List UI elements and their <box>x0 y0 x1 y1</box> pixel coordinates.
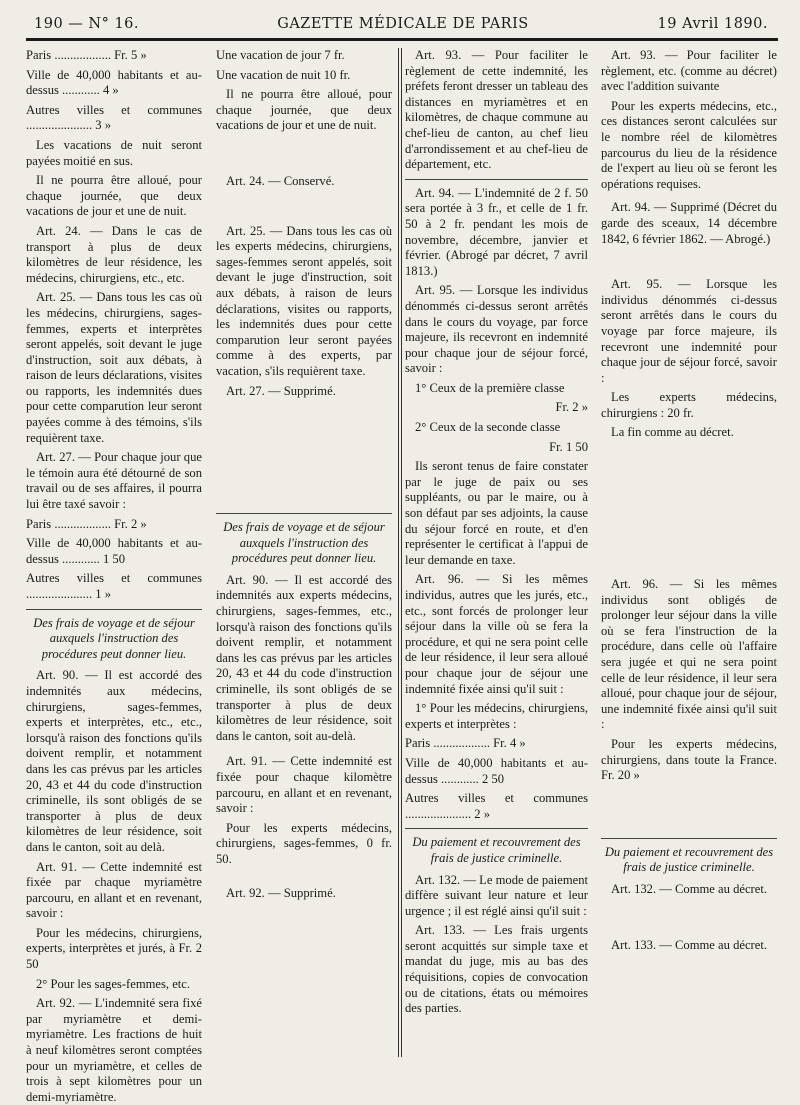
fee-line: Paris .................. Fr. 5 » <box>26 48 147 62</box>
column-divider <box>398 48 399 1057</box>
issue-date: 19 Avril 1890. <box>657 16 768 32</box>
journal-title: GAZETTE MÉDICALE DE PARIS <box>277 16 529 32</box>
article-25: Art. 25. — Dans tous les cas où les médecins, chirurgiens, sages-femmes, experts et interprètes seront appelés, soit devant le juge d'instruction, soit aux débats, à raison de leurs déclarations, visites ou rapports, les indemnités dues pour cette comparution leur seront payées comme à des témoins, s'ils requièrent taxe. <box>26 290 202 445</box>
fee-line: Autres villes et communes ..................... 3 » <box>26 102 202 133</box>
fee-line: Paris .................. Fr. 2 » <box>26 516 147 531</box>
article-91: Art. 91. — Cette indemnité est fixée par chaque myriamètre parcouru, en allant et en revenant, savoir : <box>26 859 202 921</box>
article-27: Art. 27. — Pour chaque jour que le témoin aura été détourné de son travail ou de ses affaires, il pourra lui être taxé savoir : <box>26 450 202 512</box>
fee-line: Ville de 40,000 habitants et au-dessus ............ 2 50 <box>405 755 588 786</box>
paragraph: Pour les experts médecins, etc., ces distances seront calculées sur le nombre réel de kilomètres parcourus du lieu de la résidence de l'expert au lieu où se feront les opérations requises. <box>601 98 777 191</box>
header-rule <box>26 38 778 41</box>
article-95: Art. 95. — Lorsque les individus dénommés ci-dessus seront arrêtés dans le cours du voyage par force majeure, ils recevront une indemnité pour chaque jour de séjour forcé, savoir : <box>601 277 777 385</box>
paragraph: Pour les experts médecins, chirurgiens, sages-femmes, 0 fr. 50. <box>216 820 392 866</box>
article-132: Art. 132. — Comme au décret. <box>611 881 767 896</box>
article-93: Art. 93. — Pour faciliter le règlement de cette indemnité, les préfets feront dresser un tableau des distances en myriamètres et en kilomètres, de chaque commune au chef-lieu de canton, au chef lieu d'arrondissement et au chef-lieu de département, etc. <box>405 48 588 172</box>
article-96: Art. 96. — Si les mêmes individus sont obligés de prolonger leur séjour dans la ville où se fera l'instruction de la procédure, dans celle où l'affaire sera jugée et qui ne sera point celle de leur résidence, il leur sera alloué, pour chaque jour de séjour, une indemnité fixée ainsi qu'il suit : <box>601 577 777 732</box>
paragraph: Pour les médecins, chirurgiens, experts, interprètes et jurés, à Fr. 2 50 <box>26 925 202 972</box>
article-133: Art. 133. — Comme au décret. <box>611 937 767 952</box>
page-number: 190 — N° 16. <box>34 16 140 32</box>
section-rule <box>26 609 202 610</box>
section-heading: Des frais de voyage et de séjour auxquels l'instruction des procédures peut donner lieu. <box>223 520 385 566</box>
article-93: Art. 93. — Pour faciliter le règlement, etc. (comme au décret) avec l'addition suivante <box>601 48 777 94</box>
article-95: Art. 95. — Lorsque les individus dénommés ci-dessus seront arrêtés dans le cours du voyage, par force majeure, ils recevront en indemnité pour chaque jour de séjour forcé, savoir : <box>405 283 588 376</box>
section-rule <box>216 513 392 514</box>
fee-line: Autres villes et communes ..................... 2 » <box>405 791 588 821</box>
section-heading: Du paiement et recouvrement des frais de justice criminelle. <box>412 835 581 865</box>
article-24: Art. 24. — Dans le cas de transport à plus de deux kilomètres de leur résidence, les médecins, chirurgiens, etc., etc. <box>26 223 202 285</box>
article-92: Art. 92. — Supprimé. <box>226 885 336 900</box>
paragraph: Les experts médecins, chirurgiens : 20 fr. <box>601 390 777 420</box>
section-heading: Du paiement et recouvrement des frais de justice criminelle. <box>604 844 774 875</box>
article-27: Art. 27. — Supprimé. <box>226 383 336 398</box>
class-line: 1° Ceux de la première classe <box>415 380 565 395</box>
article-90: Art. 90. — Il est accordé des indemnités aux experts médecins, chirurgiens, sages-femmes, etc., lorsqu'à raison des fonctions qu'ils doivent remplir, et notamment dans les cas prévus par les articles 20, 43 et 44 du code d'instruction criminelle, ils sont obligés de se transporter à plus de deux kilomètres de leur résidence, soit dans le canton, soit au-delà. <box>216 572 392 743</box>
paragraph: Il ne pourra être alloué, pour chaque journée, que deux vacations de jour et une de nuit. <box>216 87 392 133</box>
column-3 <box>405 48 588 1057</box>
section-rule <box>601 838 777 839</box>
article-91: Art. 91. — Cette indemnité est fixée pour chaque kilomètre parcouru, en allant et en revenant, savoir : <box>216 754 392 816</box>
article-25: Art. 25. — Dans tous les cas où les experts médecins, chirurgiens, sages-femmes seront appelés, soit devant le juge d'instruction, soit aux débats, à raison de leurs déclarations, visites ou rapports, les indemnités dues pour cette comparution leur seront payées comme à des experts, par vacation, s'ils requièrent taxe. <box>216 223 392 378</box>
paragraph: Pour les experts médecins, chirurgiens, dans toute la France. Fr. 20 » <box>601 737 777 783</box>
article-96: Art. 96. — Si les mêmes individus, autres que les jurés, etc., etc., sont forcés de prolonger leur séjour dans la ville où se fera la procédure, et qui ne sera point celle de leur résidence, il leur sera alloué pour chaque jour de séjour une indemnité fixée ainsi qu'il suit : <box>405 572 588 696</box>
paragraph: 1° Pour les médecins, chirurgiens, experts et interprètes : <box>405 701 588 731</box>
column-4 <box>601 48 777 1057</box>
article-24: Art. 24. — Conservé. <box>226 173 335 188</box>
column-2 <box>216 48 392 1057</box>
paragraph: Il ne pourra être alloué, pour chaque journée, que deux vacations de jour et une de nuit. <box>26 173 202 219</box>
section-rule <box>405 179 588 180</box>
column-1 <box>26 48 202 1104</box>
section-heading: Des frais de voyage et de séjour auxquels l'instruction des procédures peut donner lieu. <box>33 615 195 661</box>
paragraph: La fin comme au décret. <box>611 425 734 440</box>
fee-line: Autres villes et communes ..................... 1 » <box>26 571 202 601</box>
article-132: Art. 132. — Le mode de paiement diffère suivant leur nature et leur urgence ; il est réglé ainsi qu'il suit : <box>405 872 588 918</box>
article-94: Art. 94. — L'indemnité de 2 f. 50 sera portée à 3 fr., et celle de 1 fr. 50 à 2 fr. pendant les mois de novembre, décembre, janvier et février. (Abrogé par décret, 7 avril 1813.) <box>405 185 588 278</box>
paragraph: Ils seront tenus de faire constater par le juge de paix ou ses suppléants, ou par le maire, ou à son défaut par ses adjoints, la cause du séjour forcé en route, et d'en représenter le certificat à l'appui de leur demande en taxe. <box>405 459 588 567</box>
article-92: Art. 92. — L'indemnité sera fixé par myriamètre et demi-myriamètre. Les fractions de huit à neuf kilomètres seront comptées pour un myriamètre, et celles de trois à sept kilomètres pour un demi-myriamètre. <box>26 996 202 1104</box>
section-rule <box>405 828 588 829</box>
column-divider <box>401 48 402 1057</box>
class-line: 2° Ceux de la seconde classe <box>415 420 561 435</box>
fee-line: Une vacation de jour 7 fr. <box>216 48 345 62</box>
article-94: Art. 94. — Supprimé (Décret du garde des sceaux, 14 décembre 1842, 6 février 1862. — Abrogé.) <box>601 200 777 246</box>
class-fee: Fr. 2 » <box>555 400 588 415</box>
fee-line: Ville de 40,000 habitants et au-dessus ............ 1 50 <box>26 536 202 566</box>
page-header <box>28 10 778 38</box>
paragraph: 2° Pour les sages-femmes, etc. <box>36 976 191 991</box>
article-133: Art. 133. — Les frais urgents seront acquittés sur simple taxe et mandat du juge, mis au bas des réquisitions, copies de convocation ou de citations, états ou mémoires des parties. <box>405 923 588 1016</box>
class-fee: Fr. 1 50 <box>549 439 588 454</box>
fee-line: Une vacation de nuit 10 fr. <box>216 67 351 82</box>
article-90: Art. 90. — Il est accordé des indemnités aux médecins, chirurgiens, sages-femmes, experts et interprètes, etc., etc., lorsqu'à raison des fonctions qu'ils doivent remplir, et notamment dans les cas prévus par les articles 20, 43 et 44 du code d'instruction criminelle, ils sont obligés de se transporter à plus de deux kilomètres de leur résidence, soit dans le canton, soit au delà. <box>26 668 202 854</box>
fee-line: Paris .................. Fr. 4 » <box>405 736 526 751</box>
fee-line: Ville de 40,000 habitants et au-dessus ............ 4 » <box>26 67 202 98</box>
paragraph: Les vacations de nuit seront payées moitié en sus. <box>26 137 202 168</box>
